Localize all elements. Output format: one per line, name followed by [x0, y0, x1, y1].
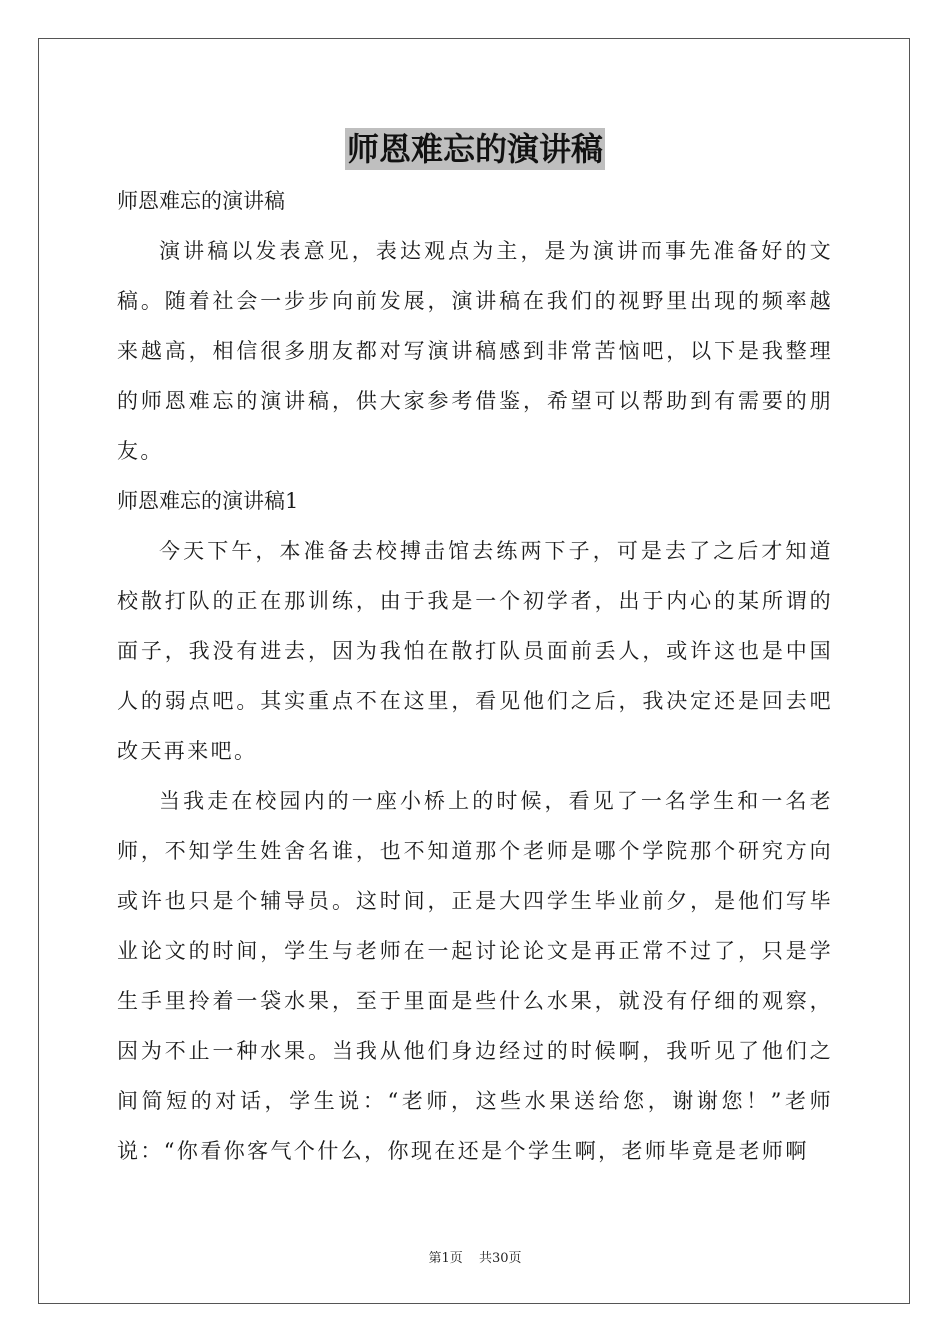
document-body [117, 176, 833, 1176]
page-footer [0, 1247, 950, 1266]
body-paragraph-2: 当我走在校园内的一座小桥上的时候，看见了一名学生和一名老师，不知学生姓舍名谁，也不知道那个老师是哪个学院那个研究方向或许也只是个辅导员。这时间，正是大四学生毕业前夕，是他们写毕业论文的时间，学生与老师在一起讨论论文是再正常不过了，只是学生手里拎着一袋水果，至于里面是些什么水果，就没有仔细的观察，因为不止一种水果。当我从他们身边经过的时候啊，我听见了他们之间简短的对话，学生说：“老师，这些水果送给您，谢谢您！”老师说：“你看你客气个什么，你现在还是个学生啊，老师毕竟是老师啊 [117, 789, 833, 1163]
title-container [0, 128, 950, 170]
document-title: 师恩难忘的演讲稿 [346, 130, 603, 168]
intro-paragraph: 演讲稿以发表意见，表达观点为主，是为演讲而事先准备好的文稿。随着社会一步步向前发展，演讲稿在我们的视野里出现的频率越来越高，相信很多朋友都对写演讲稿感到非常苦恼吧，以下是我整理的师恩难忘的演讲稿，供大家参考借鉴，希望可以帮助到有需要的朋友。 [117, 239, 833, 463]
page-total: 共30页 [478, 1251, 522, 1266]
document-subtitle: 师恩难忘的演讲稿 [117, 189, 285, 213]
body-paragraph-1: 今天下午，本准备去校搏击馆去练两下子，可是去了之后才知道校散打队的正在那训练，由于我是一个初学者，出于内心的某所谓的面子，我没有进去，因为我怕在散打队员面前丢人，或许这也是中国人的弱点吧。其实重点不在这里，看见他们之后，我决定还是回去吧改天再来吧。 [117, 539, 833, 763]
page-number: 第1页 [428, 1251, 463, 1266]
section-heading: 师恩难忘的演讲稿1 [117, 489, 299, 513]
